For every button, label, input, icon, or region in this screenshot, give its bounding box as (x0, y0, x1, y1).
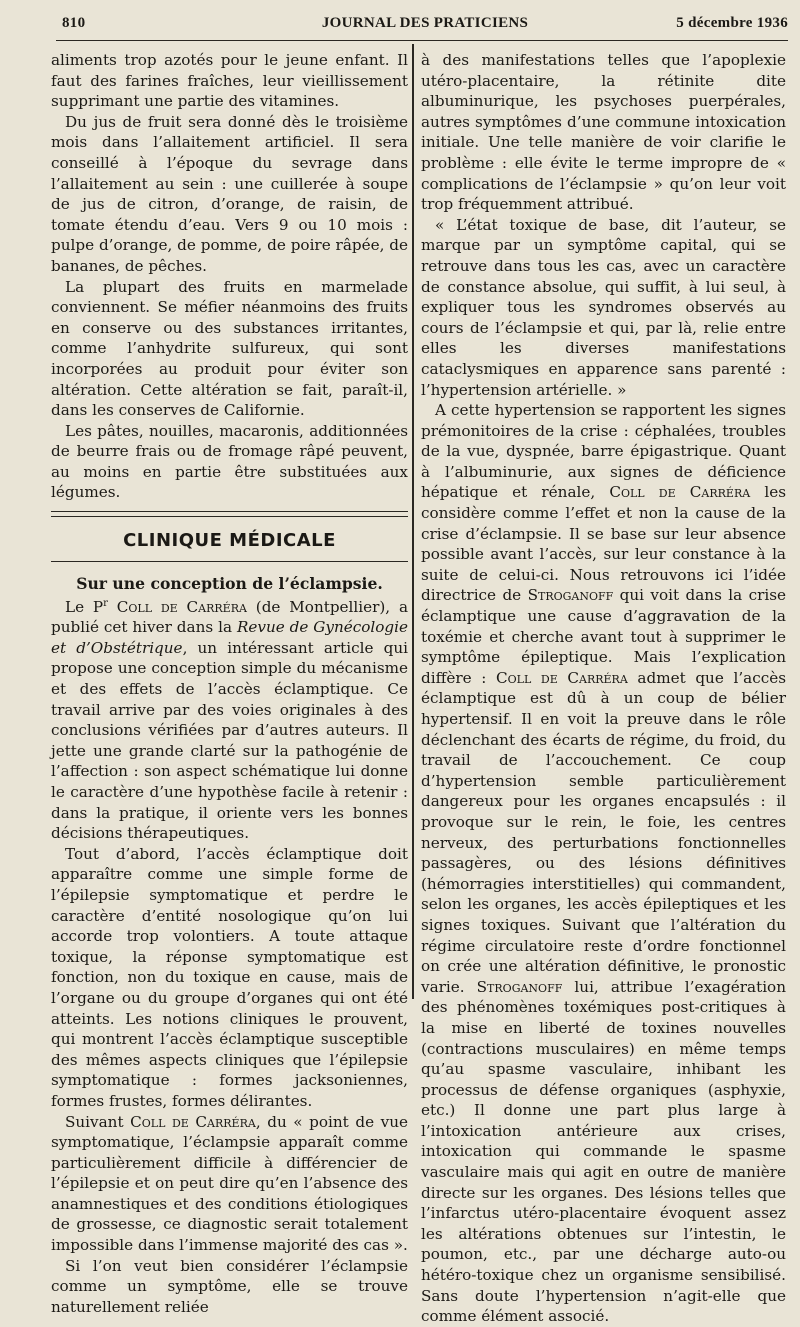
article-title: Sur une conception de l’éclampsie. (76, 574, 383, 594)
paragraph: Du jus de fruit sera donné dès le troisième mois dans l’allaitement artificiel. Il sera conseillé à l’époque du sevrage dans l’allaitement au sein : une cuillerée à soupe de jus de citron, d’orange, de raisin, de tomate étendu d’eau. Vers 9 ou 10 mois : pulpe d’orange, de pomme, de poire râpée, de bananes, de pêches. (51, 112, 408, 275)
section-title: CLINIQUE MÉDICALE (123, 530, 336, 552)
journal-name: Revue de Gynécologie et d’Obstétrique (51, 618, 408, 657)
author-name: Stroganoff (527, 586, 614, 605)
paragraph: Si l’on veut bien considérer l’éclampsie comme un symptôme, elle se trouve naturellement reliée (51, 1256, 408, 1316)
author-name: Coll de Carréra (116, 597, 247, 616)
journal-title: JOURNAL DES PRATICIENS (321, 15, 529, 31)
page-number: 810 (62, 15, 86, 31)
paragraph: A cette hypertension se rapportent les signes prémonitoires de la crise : céphalées, troubles de la vue, dyspnée, barre épigastrique. Quant à l’albuminurie, aux signes de déficience hépatique et rénale, Coll de Carréra les considère comme l’effet et non la cause de la crise d’éclampsie. Il se base sur leur absence possible avant l’accès, sur leur constance à la suite de celui-ci. Nous retrouvons ici l’idée directrice de Stroganoff qui voit dans la crise éclamptique une cause d’aggravation de la toxémie et cherche avant tout à supprimer le symptôme épileptique. Mais l’explication diffère : Coll de Carréra admet que l’accès éclamptique est dû à un coup de bélier hypertensif. Il en voit la preuve dans le rôle déclenchant des écarts de régime, du froid, du travail de l’accouchement. Ce coup d’hypertension semble particulièrement dangereux pour les organes encapsulés : il provoque sur le rein, le foie, les centres nerveux, des perturbations fonctionnelles passagères, ou des lésions définitives (hémorragies interstitielles) qui commandent, selon les organes, les accès épileptiques et les signes toxiques. Suivant que l’altération du régime circulatoire reste d’ordre fonctionnel on crée une altération définitive, le pronostic varie. Stroganoff lui, attribue l’exagération des phénomènes toxémiques post-critiques à la mise en liberté de toxines nouvelles (contractions musculaires) en même temps qu’au spasme vasculaire, inhibant les processus de défense organiques (asphyxie, etc.) Il donne une part plus large à l’intoxication antérieure aux crises, intoxication qui commande le spasme vasculaire mais qui agit en outre de manière directe sur les organes. Des lésions telles que l’infarctus utéro-placentaire évoquent assez les altérations obtenues sur l’intestin, le poumon, etc., par une décharge auto-ou hétéro-toxique chez un organisme sensibilisé. Sans doute l’hypertension n’agit-elle que comme élément associé. (421, 401, 786, 1326)
paragraph: La plupart des fruits en marmelade conviennent. Se méfier néanmoins des fruits en conserve ou des substances irritantes, comme l’anhydrite sulfureux, qui sont incorporées au produit pour éviter son altération. Cette altération se fait, paraît-il, dans les conserves de Californie. (51, 277, 408, 420)
author-name: Coll de Carréra (130, 1112, 256, 1131)
author-name: Coll de Carréra (496, 668, 628, 687)
header-rule (56, 40, 788, 41)
paragraph: Le $P^r$ Coll de Carréra (de Montpellier), a publié cet hiver dans la Revue de Gynécologie et d’Obstétrique, un intéressant article qui propose une conception simple du mécanisme et des effets de l’accès éclamptique. Ce travail arrive par des voies originales à des conclusions vérifiées par d’autres auteurs. Il jette une grande clarté sur la pathogénie de l’affection : son aspect schématique lui donne le caractère d’une hypothèse facile à retenir : dans la pratique, il oriente vers les bonnes décisions thérapeutiques. (51, 597, 409, 843)
left-column (51, 50, 408, 1317)
paragraph: Tout d’abord, l’accès éclamptique doit apparaître comme une simple forme de l’épilepsie symptomatique et perdre le caractère d’entité nosologique qu’on lui accorde trop volontiers. A toute attaque toxique, la réponse symptomatique est fonction, non du toxique en cause, mais de l’organe ou du groupe d’organes qui ont été atteints. Les notions cliniques le prouvent, qui montrent l’accès éclamptique susceptible des mêmes aspects cliniques que l’épilepsie symptomatique : formes jacksoniennes, formes frustes, formes délirantes. (51, 844, 408, 1110)
author-name: Coll de Carréra (609, 483, 751, 502)
column-divider (412, 44, 414, 999)
paragraph: à des manifestations telles que l’apoplexie utéro-placentaire, la rétinite dite albuminurique, les psychoses puerpérales, autres symptômes d’une commune intoxication initiale. Une telle manière de voir clarifie le problème : elle évite le terme impropre de « complications de l’éclampsie » qu’on leur voit trop fréquemment attribué. (421, 51, 786, 214)
paragraph: Les pâtes, nouilles, macaronis, additionnées de beurre frais ou de fromage râpé peuvent, au moins en partie être substituées aux légumes. (51, 421, 408, 502)
issue-date: 5 décembre 1936 (676, 15, 788, 31)
section-divider (51, 561, 408, 562)
section-divider (51, 511, 408, 517)
author-name: Stroganoff (476, 977, 563, 996)
paragraph: Suivant Coll de Carréra, du « point de vue symptomatique, l’éclampsie apparaît comme particulièrement difficile à différencier de l’épilepsie et on peut dire qu’en l’absence des anamnestiques et des conditions étiologiques de grossesse, ce diagnostic serait totalement impossible dans l’immense majorité des cas ». (51, 1112, 409, 1255)
paragraph: « L’état toxique de base, dit l’auteur, se marque par un symptôme capital, qui se retrouve dans tous les cas, avec un caractère de constance absolue, qui suffit, à lui seul, à expliquer tous les syndromes observés au cours de l’éclampsie et qui, par là, relie entre elles les diverses manifestations cataclysmiques en apparence sans parenté : l’hypertension artérielle. » (421, 215, 786, 399)
right-column (421, 50, 786, 1327)
page-header (62, 15, 788, 37)
paragraph: aliments trop azotés pour le jeune enfant. Il faut des farines fraîches, leur vieillissement supprimant une partie des vitamines. (51, 51, 408, 111)
